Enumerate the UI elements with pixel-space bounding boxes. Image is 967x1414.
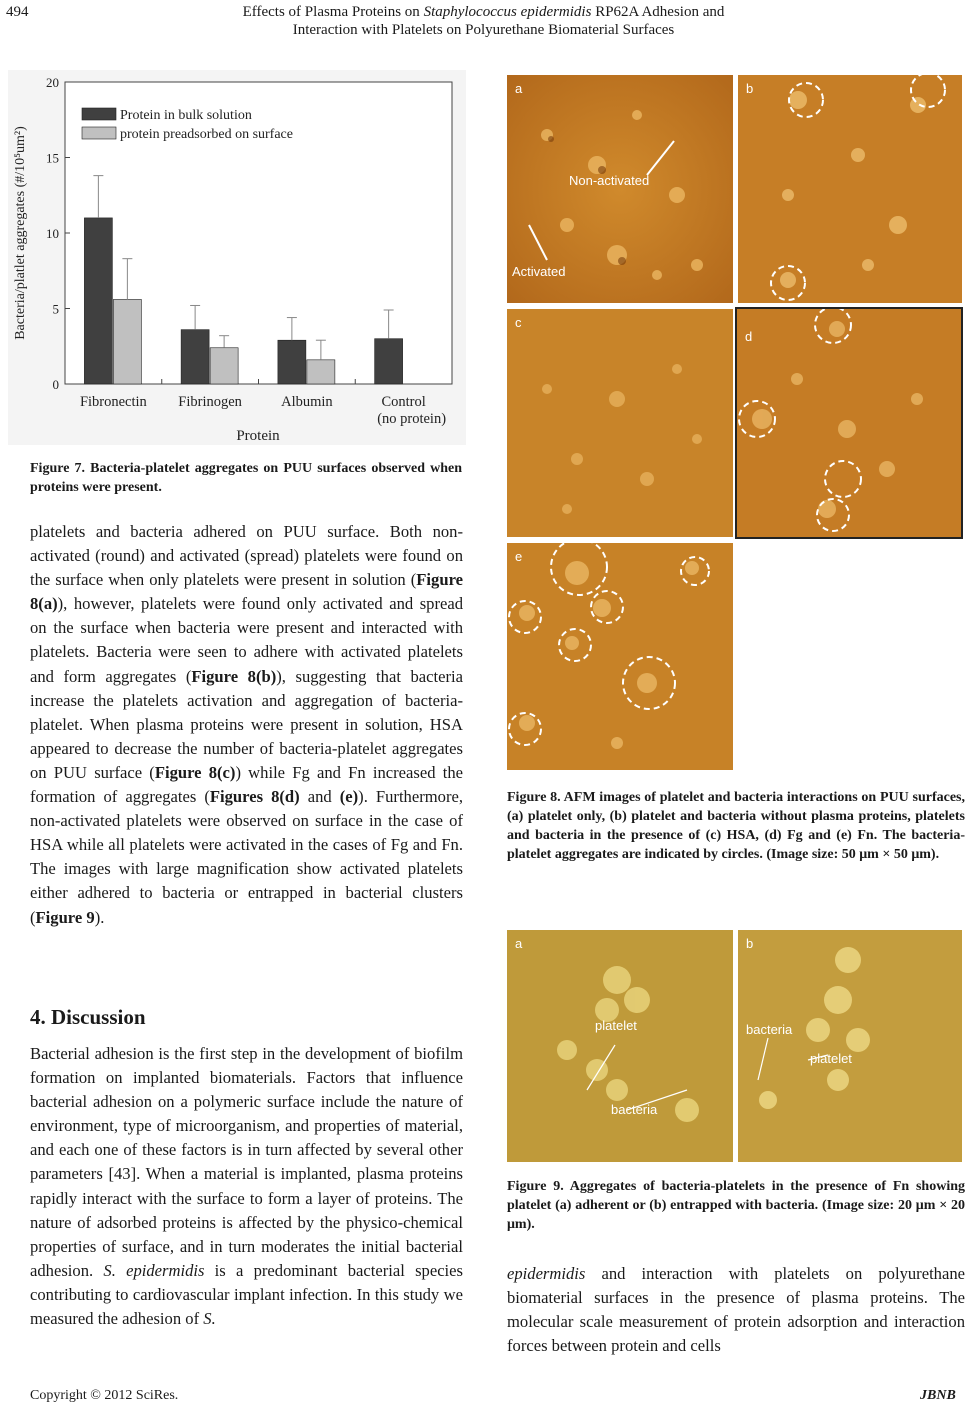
figure-ref[interactable]: Figure 9 <box>35 907 95 927</box>
bar-chart <box>8 70 466 445</box>
legend-label: Protein in bulk solution <box>120 108 252 123</box>
discussion-continued-paragraph: epidermidis and interaction with platelets on polyurethane biomaterial surfaces in the presence of plasma proteins. The molecular scale measurement of protein adsorption and interaction forces between protein and cells <box>507 1264 965 1356</box>
bar <box>307 360 335 384</box>
annotation-activated: Activated <box>512 264 566 279</box>
x-tick-label: Fibrinogen <box>178 394 242 410</box>
bar <box>113 299 141 384</box>
y-tick-label: 10 <box>46 226 59 241</box>
results-paragraph: platelets and bacteria adhered on PUU surface. Both non-activated (round) and activated (spread) platelets were found on the surface when only platelets were present in solution (Figure 8(a)), however, platelets were found only activated and spread on the surface when bacteria were present and interacted with platelets. Bacteria were seen to adhere with activated platelets and form aggregates (Figure 8(b)), suggesting that bacteria increase the platelets activation and aggregation of bacteria-platelet. When plasma proteins were present in solution, HSA appeared to decrease the number of bacteria-platelet aggregates on PUU surface (Figure 8(c)) while Fg and Fn increased the formation of aggregates (Figures 8(d) and (e)). Furthermore, non-activated platelets were observed on surface in the case of HSA while all platelets were activated in the cases of Fg and Fn. The images with large magnification show activated platelets either adhered to bacteria or entrapped in bacterial clusters (Figure 9). <box>30 522 463 927</box>
panel-label: a <box>515 81 523 96</box>
y-axis-label: Bacteria/platlet aggregates (#/10⁵um²) <box>13 126 28 340</box>
bar <box>210 348 238 384</box>
figure-ref[interactable]: Figures 8(d) <box>209 787 300 807</box>
running-header: Effects of Plasma Proteins on Staphylococcus epidermidis RP62A Adhesion and Interaction with Platelets on Polyurethane Biomaterial Surfaces <box>242 4 725 38</box>
label-platelet: platelet <box>810 1051 852 1066</box>
y-tick-label: 0 <box>52 377 59 392</box>
legend-swatch <box>82 108 116 120</box>
legend-swatch <box>82 127 116 139</box>
figure-ref[interactable]: Figure 8(a) <box>30 570 463 614</box>
figure-9b-image <box>738 930 962 1162</box>
panel-label: a <box>515 936 523 951</box>
figure-7-chart <box>8 70 466 445</box>
discussion-paragraph: Bacterial adhesion is the first step in the development of biofilm formation on implanted biomaterials. Factors that influence bacterial adhesion on a polymeric surface include the nature of environment, type of microorganism, and properties of material, and each one of these factors is in turn affected by several other parameters [43]. When a material is implanted, plasma proteins rapidly interact with the surface to form a layer of proteins. The nature of adsorbed proteins is affected by the physico-chemical properties of surface, and in turn moderates the initial bacterial adhesion. S. epidermidis is a predominant bacterial species contributing to cardiovascular implant infection. In this study we measured the adhesion of S. <box>30 1044 463 1329</box>
figure-ref[interactable]: (e) <box>339 787 359 807</box>
panel-label: d <box>745 329 753 344</box>
label-bacteria: bacteria <box>611 1102 658 1117</box>
figure-ref[interactable]: Figure 8(b) <box>191 666 277 686</box>
figure-8c-image <box>507 309 733 537</box>
figure-8b-image <box>738 75 962 303</box>
x-tick-label: Control <box>381 394 426 410</box>
panel-label: e <box>515 549 523 564</box>
panel-label: b <box>746 936 754 951</box>
annotation-non-activated: Non-activated <box>569 173 650 188</box>
bar <box>181 330 209 384</box>
legend-label: protein preadsorbed on surface <box>120 127 293 142</box>
figure-8-caption: Figure 8. AFM images of platelet and bacteria interactions on PUU surfaces, (a) platelet only, (b) platelet and bacteria without plasma proteins, platelets and bacteria in the presence of (c) HSA, (d) Fg and (e) Fn. The bacteria-platelet aggregates are indicated by circles. (Image size: 50 μm × 50 μm). <box>507 790 965 862</box>
x-tick-label: Albumin <box>281 394 333 410</box>
y-tick-label: 20 <box>46 75 59 90</box>
figure-ref[interactable]: Figure 8(c) <box>154 762 236 782</box>
figure-9a-image <box>507 930 733 1162</box>
y-tick-label: 5 <box>52 301 59 317</box>
journal-abbrev: JBNB <box>920 1388 956 1403</box>
y-tick-label: 15 <box>46 150 59 166</box>
copyright-footer: Copyright © 2012 SciRes. <box>30 1388 179 1403</box>
panel-label: b <box>746 81 754 96</box>
x-axis-label: Protein <box>236 428 280 444</box>
figure-9-caption: Figure 9. Aggregates of bacteria-platelets in the presence of Fn showing platelet (a) adherent or (b) entrapped with bacteria. (Image size: 20 μm × 20 μm). <box>507 1179 965 1232</box>
x-tick-label: Fibronectin <box>79 394 147 410</box>
figure-7-caption: Figure 7. Bacteria-platelet aggregates on PUU surfaces observed when proteins were present. <box>30 461 462 495</box>
bar <box>278 340 306 384</box>
bar <box>84 218 112 384</box>
figure-8d-image <box>735 307 963 539</box>
figure-8a-image <box>507 75 733 303</box>
panel-label: c <box>515 315 522 330</box>
x-tick-label: (no protein) <box>377 411 447 427</box>
figure-8e-image <box>507 543 733 770</box>
label-platelet: platelet <box>595 1018 637 1033</box>
bar <box>375 339 403 384</box>
page-number: 494 <box>6 4 29 20</box>
label-bacteria: bacteria <box>746 1022 793 1037</box>
section-heading: 4. Discussion <box>30 1005 146 1029</box>
